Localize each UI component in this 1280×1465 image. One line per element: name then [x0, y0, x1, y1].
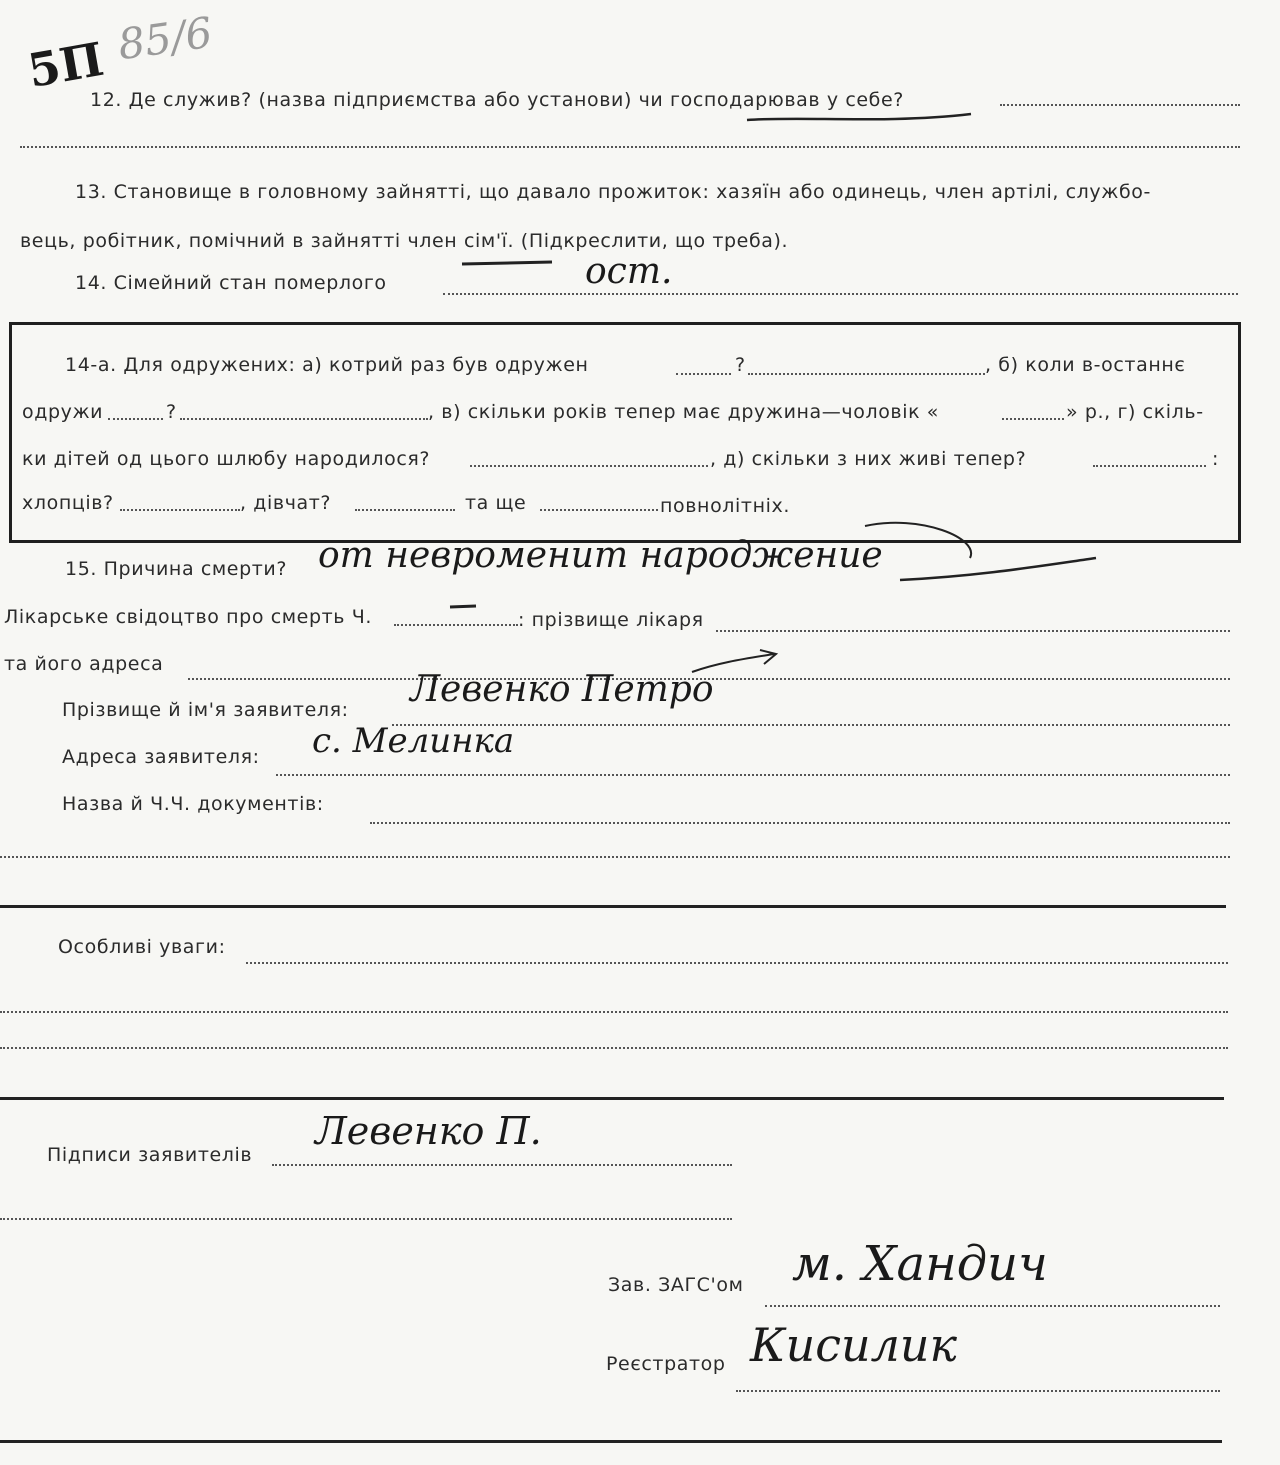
q14a-girls-field[interactable] — [355, 509, 455, 511]
q13-line1: 13. Становище в головному зайнятті, що давало прожиток: хазяїн або одинець, член артілі, службо- — [75, 181, 1151, 203]
doctor-cert-dash — [448, 602, 478, 612]
q14a-spouse-age-field[interactable] — [1002, 418, 1064, 420]
q12-underline-mark — [745, 110, 975, 130]
q12-field[interactable] — [1000, 104, 1240, 106]
doctor-name-field[interactable] — [716, 630, 1230, 632]
applicant-address-field[interactable] — [276, 774, 1230, 776]
q14-dash-mark — [460, 258, 555, 270]
applicants-signature-handwritten: Левенко П. — [315, 1109, 542, 1153]
applicant-name-handwritten: Левенко Петро — [410, 669, 714, 710]
q14a-line2-start: одружи — [22, 401, 104, 423]
q14-field[interactable] — [443, 293, 1238, 295]
q13-line2: вець, робітник, помічний в зайнятті член сім'ї. (Підкреслити, що треба). — [20, 230, 789, 252]
doctor-cert-number-field[interactable] — [394, 624, 518, 626]
q14a-line1-text: 14-а. Для одружених: а) котрий раз був одружен — [65, 354, 589, 376]
q14a-line2-q: ? — [166, 401, 177, 423]
applicant-docs-label: Назва й Ч.Ч. документів: — [62, 793, 324, 815]
q14a-line3-start: ки дітей од цього шлюбу народилося? — [22, 448, 431, 470]
bottom-divider — [0, 1440, 1222, 1443]
q12-field-line2[interactable] — [20, 146, 1240, 148]
q14a-line3-d: , д) скільки з них живі тепер? — [710, 448, 1027, 470]
q14a-line2-d: » р., г) скіль- — [1066, 401, 1204, 423]
q14a-children-alive-field[interactable] — [1093, 465, 1206, 467]
applicants-signature-field-2[interactable] — [0, 1218, 732, 1220]
q14a-children-born-field[interactable] — [470, 465, 708, 467]
q14a-line3-colon: : — [1212, 448, 1220, 470]
doctor-cert-label: Лікарське свідоцтво про смерть Ч. — [4, 606, 372, 628]
applicant-docs-field-2[interactable] — [0, 856, 1230, 858]
notes-field-3[interactable] — [0, 1047, 1228, 1049]
registrar-label: Реєстратор — [606, 1353, 726, 1375]
q14a-boys-field[interactable] — [120, 509, 240, 511]
q14a-line1-q: ? — [735, 354, 746, 376]
registrar-field[interactable] — [736, 1390, 1220, 1392]
q14-handwritten-answer: ост. — [585, 251, 673, 292]
q14a-adults-field[interactable] — [540, 509, 658, 511]
head-of-registry-signature: м. Хандич — [792, 1236, 1048, 1292]
q12-label: 12. Де служив? (назва підприємства або установи) чи господарював у себе? — [90, 89, 904, 111]
applicant-address-handwritten: с. Мелинка — [312, 721, 515, 761]
notes-field-2[interactable] — [0, 1011, 1228, 1013]
doctor-address-label: та його адреса — [4, 653, 164, 675]
applicants-signature-field[interactable] — [272, 1164, 732, 1166]
q14a-last-married-field[interactable] — [108, 418, 163, 420]
q14a-girls-label: , дівчат? — [240, 492, 332, 514]
q14-label: 14. Сімейний стан померлого — [75, 272, 387, 294]
q14a-line2-c: , в) скільки років тепер має дружина—чоловік « — [428, 401, 940, 423]
doctor-name-label: : прізвище лікаря — [518, 609, 704, 631]
applicants-signature-label: Підписи заявителів — [47, 1144, 253, 1166]
applicant-docs-field[interactable] — [370, 822, 1230, 824]
q15-cross-stroke — [860, 518, 1100, 588]
q14a-marriage-count-field-2[interactable] — [748, 373, 985, 375]
corner-stamp: 5П — [23, 31, 108, 99]
applicant-name-label: Прізвище й ім'я заявителя: — [62, 699, 349, 721]
q15-label: 15. Причина смерти? — [65, 558, 288, 580]
notes-label: Особливі уваги: — [58, 936, 226, 958]
q14a-more-label: та ще — [465, 492, 527, 514]
applicant-address-label: Адреса заявителя: — [62, 746, 260, 768]
pencil-number: 85/6 — [114, 7, 216, 70]
q14a-adults-label: повнолітніх. — [660, 495, 790, 517]
section-divider-2 — [0, 1097, 1224, 1100]
applicant-name-field[interactable] — [392, 724, 1230, 726]
q14a-boys-label: хлопців? — [22, 492, 114, 514]
head-of-registry-field[interactable] — [765, 1305, 1220, 1307]
applicant-name-arrow-stroke — [690, 648, 780, 678]
q14a-line1-b: , б) коли в-останнє — [985, 354, 1186, 376]
q15-handwritten-answer: от невроменит народжение — [318, 535, 883, 576]
notes-field-1[interactable] — [246, 962, 1228, 964]
registrar-signature: Кисилик — [750, 1318, 957, 1372]
q14a-marriage-count-field[interactable] — [676, 373, 731, 375]
q14a-last-married-field-2[interactable] — [180, 418, 428, 420]
section-divider-1 — [0, 905, 1226, 908]
head-of-registry-label: Зав. ЗАГС'ом — [608, 1274, 744, 1296]
